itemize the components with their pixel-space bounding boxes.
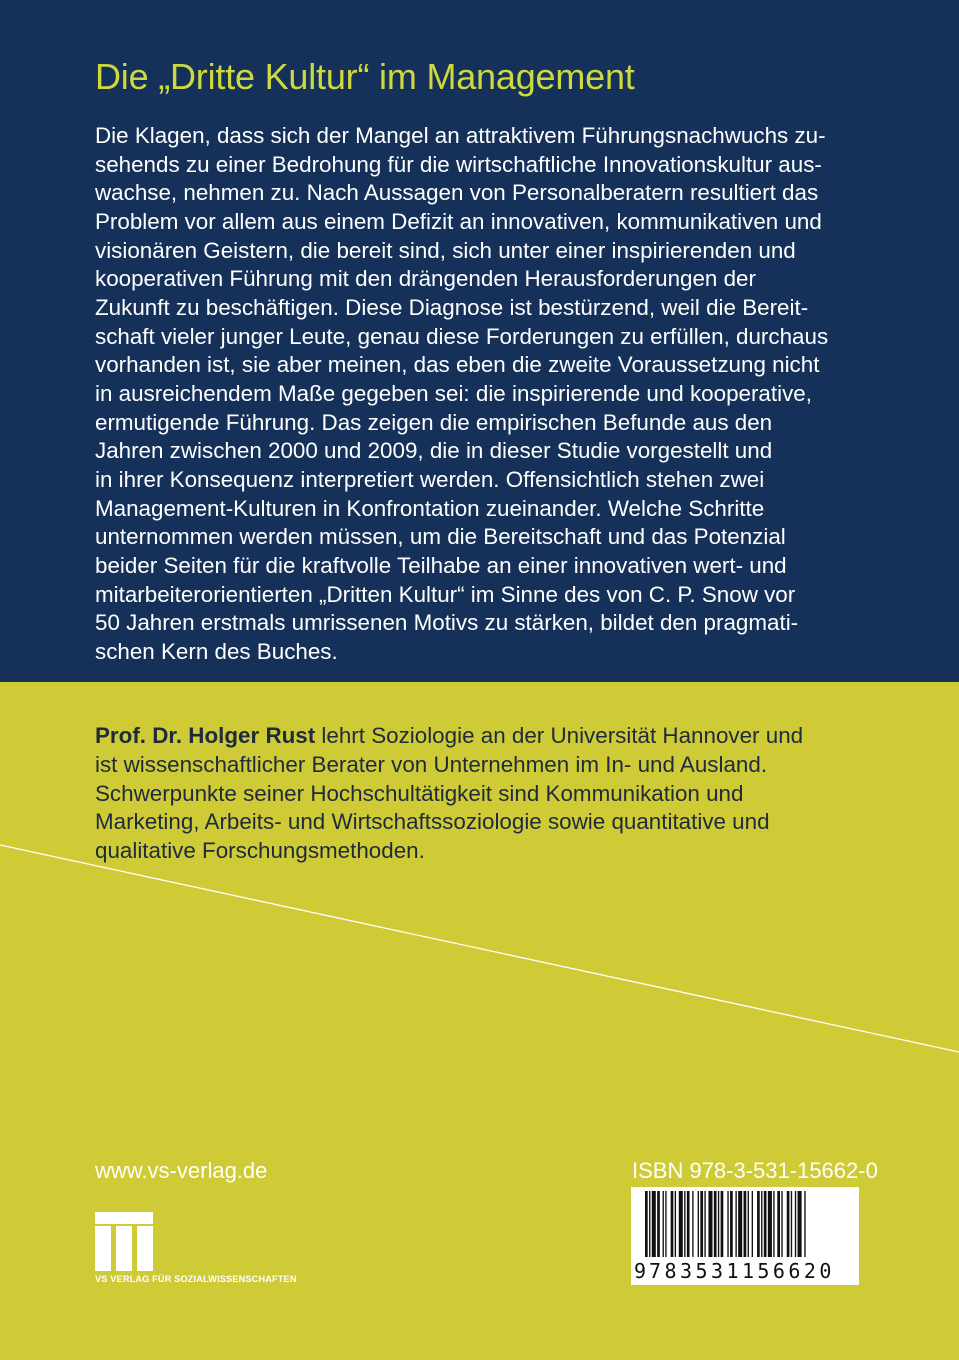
- author-name: Prof. Dr. Holger Rust: [95, 723, 316, 748]
- barcode-number: [631, 1257, 859, 1283]
- publisher-logo-text: VS VERLAG FÜR SOZIALWISSENSCHAFTEN: [95, 1274, 297, 1284]
- description-line: schen Kern des Buches.: [95, 638, 338, 664]
- bio-line: qualitative Forschungsmethoden.: [95, 838, 425, 863]
- bio-line: Schwerpunkte seiner Hochschultätigkeit sind Kommunikation und: [95, 780, 744, 806]
- description-line: Management-Kulturen in Konfrontation zueinander. Welche Schritte: [95, 495, 765, 521]
- description-line: in ihrer Konsequenz interpretiert werden. Offensichtlich stehen zwei: [95, 466, 765, 492]
- description-line: wachse, nehmen zu. Nach Aussagen von Personalberatern resultiert das: [95, 180, 819, 206]
- description-line: Problem vor allem aus einem Defizit an innovativen, kommunikativen und: [95, 208, 822, 234]
- bio-line: Marketing, Arbeits- und Wirtschaftssoziologie sowie quantitative und: [95, 809, 770, 835]
- description-line: visionären Geistern, die bereit sind, sich unter einer inspirierenden und: [95, 237, 796, 263]
- barcode-digits: 783531156620: [649, 1259, 835, 1283]
- barcode-first-digit: 9: [634, 1259, 647, 1283]
- bio-line-rest: lehrt Soziologie an der Universität Hannover und: [315, 723, 804, 748]
- book-title: Die „Dritte Kultur“ im Management: [95, 56, 635, 97]
- publisher-url[interactable]: www.vs-verlag.de: [95, 1158, 268, 1183]
- description-line: Jahren zwischen 2000 und 2009, die in dieser Studie vorgestellt und: [95, 438, 773, 464]
- description-line: in ausreichendem Maße gegeben sei: die inspirierende und kooperative,: [95, 380, 812, 406]
- bio-line: ist wissenschaftlicher Berater von Unternehmen im In- und Ausland.: [95, 751, 768, 777]
- description-line: vorhanden ist, sie aber meinen, das eben die zweite Voraussetzung nicht: [95, 352, 820, 378]
- description-line: 50 Jahren erstmals umrissenen Motivs zu stärken, bildet den pragmati-: [95, 610, 799, 636]
- description-line: unternommen werden müssen, um die Bereitschaft und das Potenzial: [95, 524, 786, 550]
- description-line: ermutigende Führung. Das zeigen die empirischen Befunde aus den: [95, 409, 773, 435]
- description-line: beider Seiten für die kraftvolle Teilhabe an einer innovativen wert- und: [95, 552, 787, 578]
- description-line: mitarbeiterorientierten „Dritten Kultur“ im Sinne des von C. P. Snow vor: [95, 581, 796, 607]
- description-line: Die Klagen, dass sich der Mangel an attraktivem Führungsnachwuchs zu-: [95, 123, 826, 148]
- barcode: [631, 1187, 859, 1285]
- isbn-label: ISBN 978-3-531-15662-0: [632, 1158, 878, 1183]
- description-line: kooperativen Führung mit den drängenden Herausforderungen der: [95, 266, 756, 292]
- description-line: schaft vieler junger Leute, genau diese Forderungen zu erfüllen, durchaus: [95, 323, 829, 349]
- description-line: sehends zu einer Bedrohung für die wirtschaftliche Innovationskultur aus-: [95, 151, 822, 177]
- description-line: Zukunft zu beschäftigen. Diese Diagnose ist bestürzend, weil die Bereit-: [95, 294, 809, 320]
